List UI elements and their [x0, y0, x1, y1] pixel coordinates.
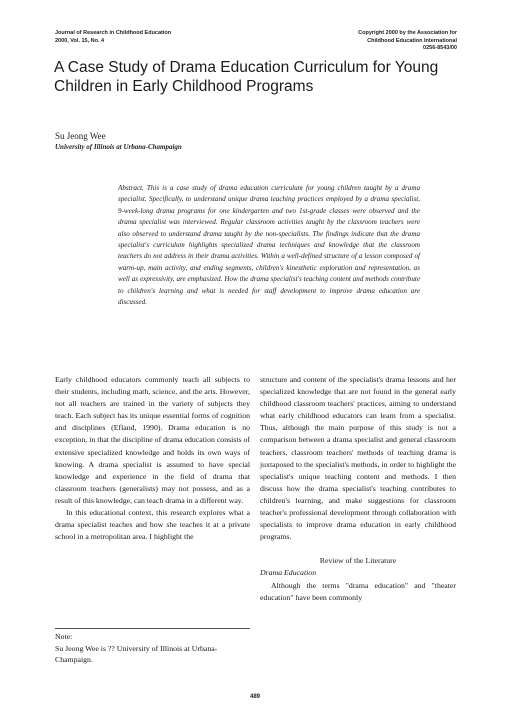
- body-paragraph: Early childhood educators commonly teach all subjects to their students, including math, science, and the arts. However, not all teachers are trained in the variety of subjects they teach. Each subject has its unique essential forms of cognition and disciplines (Efland, 1990). Drama education is no exception, in that the discipline of drama education consists of extensive specialized knowledge and holds its own ways of knowing. A drama specialist is assumed to have special knowledge and experience in the field of drama that classroom teachers (generalists) may not possess, and as a result of this knowledge, can teach drama in a different way.: [55, 375, 250, 505]
- copyright-line: Copyright 2000 by the Association for: [358, 30, 457, 36]
- publisher-line: Childhood Education International: [367, 37, 457, 44]
- note-text: Su Jeong Wee is ?? University of Illinois at Urbana-Champaign.: [55, 643, 218, 664]
- article-title: A Case Study of Drama Education Curriculum for Young Children in Early Childhood Programs: [54, 59, 439, 95]
- journal-name: Journal of Research in Childhood Education: [55, 30, 172, 36]
- author-name: Su Jeong Wee: [55, 131, 106, 141]
- subsection-heading: Drama Education: [260, 568, 317, 578]
- note-label: Note:: [55, 632, 73, 641]
- section-heading: Review of the Literature: [319, 556, 397, 566]
- issn-line: 0256-8543/00: [423, 45, 457, 51]
- footnote-divider: [55, 628, 250, 629]
- page-number: 489: [249, 694, 260, 700]
- body-paragraph: structure and content of the specialist's drama lessons and her specialized knowledge that are not found in the general early childhood classroom teachers' practices, aiming to understand what early childhood educators can learn from a specialist. Thus, although the main purpose of this study is not a comparison between a drama specialist and general classroom teachers, classroom teachers' methods of teaching drama is juxtaposed to the specialist's methods, in order to highlight the specialist's unique teaching content and methods. I then discuss how the drama specialist's teaching contributes to children's learning, and make suggestions for classroom teacher's professional development through collaboration with specialists to improve drama education in early childhood programs.: [260, 375, 456, 542]
- body-column-right: [260, 374, 456, 604]
- author-affiliation: University of Illinois at Urbana-Champaign: [55, 143, 182, 151]
- body-column-left: [55, 374, 250, 543]
- body-paragraph: In this educational context, this research explores what a drama specialist teaches and how she teaches it at a private school in a metropolitan area. I highlight the: [55, 508, 250, 542]
- journal-volume: 2000, Vol. 15, No. 4: [55, 37, 105, 44]
- author-note: [55, 631, 251, 666]
- body-paragraph: Although the terms "drama education" and "theater education" have been commonly: [260, 580, 456, 602]
- journal-header-right: [358, 30, 457, 53]
- journal-header-left: [55, 30, 171, 45]
- abstract: Abstract. This is a case study of drama education curriculum for young children taught by a drama specialist. Specifically, to understand unique drama teaching practices employed by a drama specialist, 9-week-long drama programs for one kindergarten and two 1st-grade classes were observed and the drama specialist was interviewed. Regular classroom activities taught by the classroom teachers were also observed to understand drama taught by the non-specialists. The findings indicate that the drama specialist's curriculum highlights specialized drama techniques and knowledge that the classroom teachers do not address in their drama activities. Within a well-defined structure of a lesson composed of warm-up, main activity, and ending segments, children's kinesthetic exploration and representation, as well as expressivity, are emphasized. How the drama specialist's teaching content and methods contribute to children's learning and what is needed for staff development to improve drama education are discussed.: [118, 184, 420, 307]
